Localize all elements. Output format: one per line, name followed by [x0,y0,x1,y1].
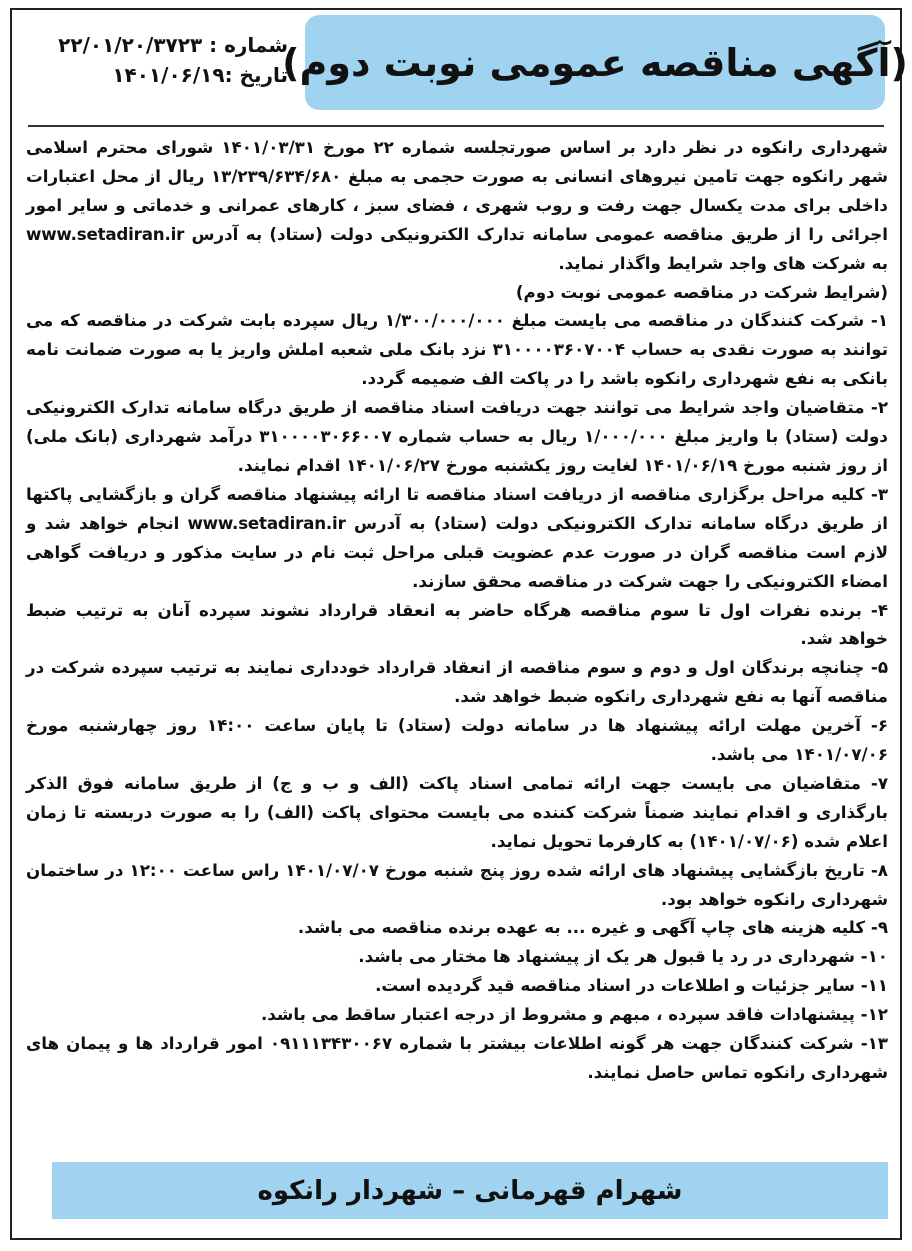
condition-item: ۱۰- شهرداری در رد یا قبول هر یک از پیشنهاد ها مختار می باشد. [358,946,888,967]
condition-item: ۹- کلیه هزینه های چاپ آگهی و غیره ... به عهده برنده مناقصه می باشد. [297,917,888,938]
notice-number: شماره : ۲۲/۰۱/۲۰/۳۷۲۳ [58,33,288,57]
notice-date: تاریخ :۱۴۰۱/۰۶/۱۹ [112,63,288,87]
condition-item: ۴- برنده نفرات اول تا سوم مناقصه هرگاه حاضر به انعقاد قرارداد نشوند سپرده آنان به ترتیب ضبط خواهد شد. [26,599,888,649]
condition-item: ۵- چنانچه برندگان اول و دوم و سوم مناقصه از انعقاد قرارداد خودداری نمایند به ترتیب سپرده شرکت در مناقصه آنها به نفع شهرداری رانکوه ضبط خواهد شد. [26,657,888,707]
intro-url-link[interactable]: www.setadiran.ir [26,223,185,244]
condition-item: ۷- متقاضیان می بایست جهت ارائه تمامی اسناد پاکت (الف و ب و ج) از طریق سامانه فوق الذکر بارگذاری و اقدام نمایند ضمناً شرکت کننده می بایست محتوای پاکت (الف) را به صورت دربسته تا زمان اعلام شده (۱۴۰۱/۰۷/۰۶) به کارفرما تحویل نماید. [26,772,888,851]
condition-item: ۱۲- پیشنهادات فاقد سپرده ، مبهم و مشروط از درجه اعتبار ساقط می باشد. [260,1004,888,1025]
notice-meta [48,30,288,90]
conditions-heading: (شرایط شرکت در مناقصه عمومی نوبت دوم) [515,281,888,302]
condition-item: ۶- آخرین مهلت ارائه پیشنهاد ها در سامانه دولت (ستاد) تا پایان ساعت ۱۴:۰۰ روز چهارشنبه مورخ ۱۴۰۱/۰۷/۰۶ می باشد. [26,715,889,765]
notice-body [26,133,888,1087]
condition-item: ۳- کلیه مراحل برگزاری مناقصه از دریافت اسناد مناقصه تا ارائه پیشنهاد مناقصه گران و بازگشایی پاکتها از طریق درگاه سامانه تدارک الکترونیکی دولت (ستاد) به آدرس www.setadiran.ir انجام خواهد شد و لازم است مناقصه گران در صورت عدم عضویت قبلی مراحل ثبت نام در سایت مذکور و دریافت گواهی امضاء الکترونیکی را جهت شرکت در مناقصه محقق سازند. [26,483,888,591]
signature-text: شهرام قهرمانی – شهردار رانکوه [257,1175,683,1206]
condition-item: ۸- تاریخ بازگشایی پیشنهاد های ارائه شده روز پنج شنبه مورخ ۱۴۰۱/۰۷/۰۷ راس ساعت ۱۲:۰۰ در ساختمان شهرداری رانکوه خواهد بود. [26,859,888,909]
intro-end-text: به شرکت های واجد شرایط واگذار نماید. [558,252,888,273]
title-banner [282,15,908,110]
intro-paragraph [26,133,888,278]
notice-title: (آگهی مناقصه عمومی نوبت دوم) [282,40,908,85]
condition-item: ۱۱- سایر جزئیات و اطلاعات در اسناد مناقصه قید گردیده است. [375,975,888,996]
condition-item: ۲- متقاضیان واجد شرایط می توانند جهت دریافت اسناد مناقصه از طریق درگاه سامانه تدارک الکترونیکی دولت (ستاد) با واریز مبلغ ۱/۰۰۰/۰۰۰ ریال به حساب شماره ۳۱۰۰۰۰۳۰۶۶۰۰۷ درآمد شهرداری (بانک ملی) از روز شنبه مورخ ۱۴۰۱/۰۶/۱۹ لغایت روز یکشنبه مورخ ۱۴۰۱/۰۶/۲۷ اقدام نمایند. [26,397,888,475]
intro-text: شهرداری رانکوه در نظر دارد بر اساس صورتجلسه شماره ۲۲ مورخ ۱۴۰۱/۰۳/۳۱ شورای محترم اسلامی شهر رانکوه جهت تامین نیروهای انسانی به صورت حجمی به مبلغ ۱۳/۲۳۹/۶۳۴/۶۸۰ ریال از محل اعتبارات داخلی برای مدت یکسال جهت رفت و روب شهری ، فضای سبز ، کارهای عمرانی و خدماتی و سایر امور اجرائی را از طریق مناقصه عمومی سامانه تدارک الکترونیکی دولت (ستاد) به آدرس [26,137,888,244]
condition-item: ۱۳- شرکت کنندگان جهت هر گونه اطلاعات بیشتر با شماره ۰۹۱۱۱۳۴۳۰۰۶۷ امور قرارداد ها و پیمان های شهرداری رانکوه تماس حاصل نمایند. [26,1033,888,1082]
signature-banner [52,1162,888,1219]
condition-item: ۱- شرکت کنندگان در مناقصه می بایست مبلغ ۱/۳۰۰/۰۰۰/۰۰۰ ریال سپرده بابت شرکت در مناقصه که می توانند به صورت نقدی به حساب ۳۱۰۰۰۰۳۶۰۷۰۰۴ نزد بانک ملی شعبه املش واریز یا به صورت ضمانت نامه بانکی به نفع شهرداری رانکوه باشد را در پاکت الف ضمیمه گردد. [26,310,889,389]
header-divider [28,125,884,127]
